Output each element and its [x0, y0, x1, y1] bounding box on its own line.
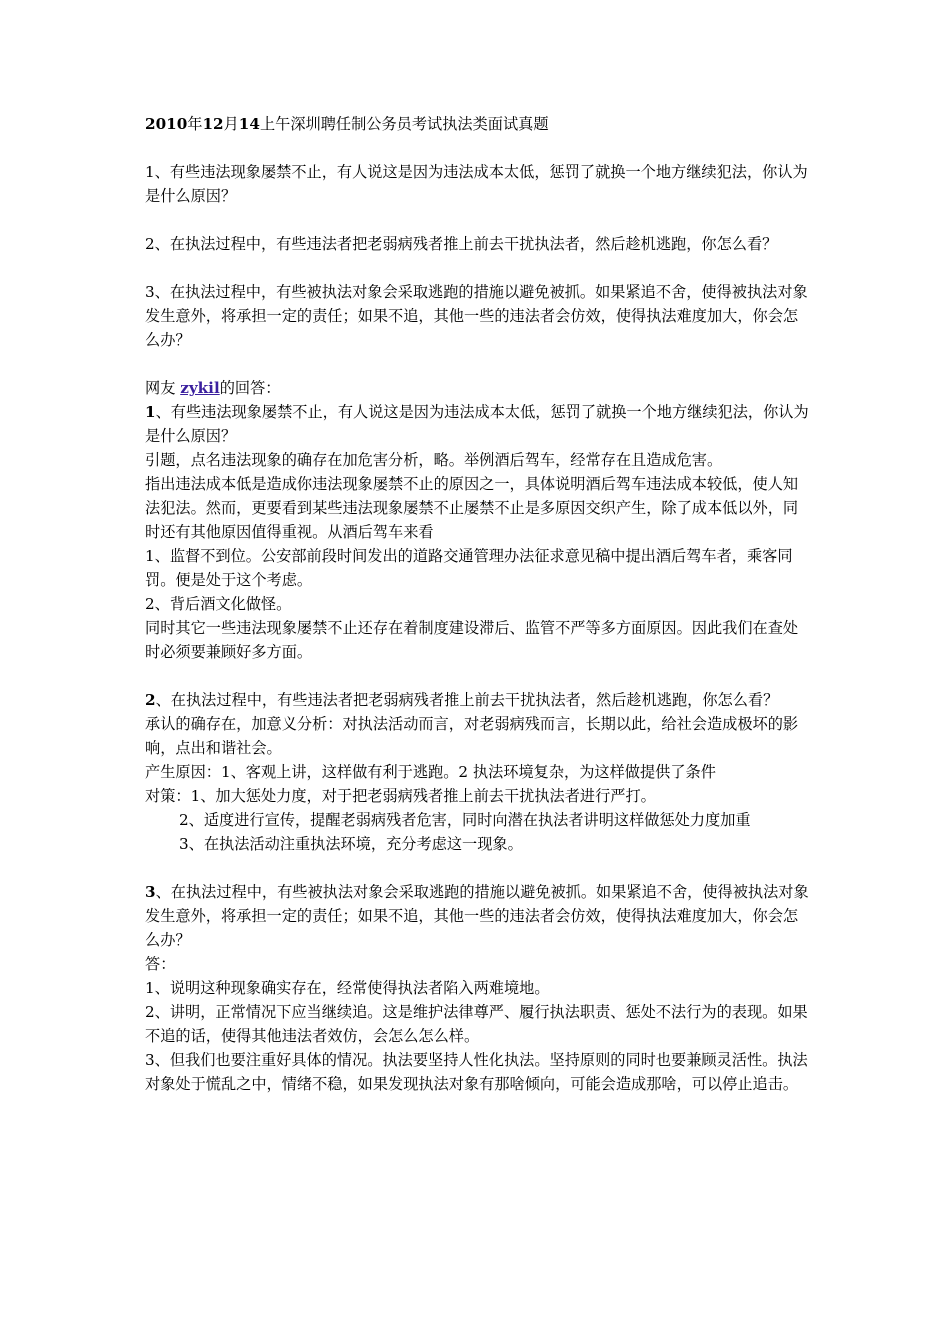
answer-1-question: 1、有些违法现象屡禁不止，有人说这是因为违法成本太低，惩罚了就换一个地方继续犯法，你认为是什么原因？ — [145, 403, 809, 445]
answer-3-line: 答： — [145, 955, 176, 973]
answer-2-line: 对策：1、加大惩处力度，对于把老弱病残者推上前去干扰执法者进行严打。 — [145, 787, 656, 805]
answer-1-line: 2、背后酒文化做怪。 — [145, 595, 292, 613]
answer-3-line: 3、但我们也要注重好具体的情况。执法要坚持人性化执法。坚持原则的同时也要兼顾灵活性。执法对象处于慌乱之中，情绪不稳，如果发现执法对象有那啥倾向，可能会造成那啥，可以停止追击。 — [145, 1051, 808, 1093]
question-3: 3、在执法过程中，有些被执法对象会采取逃跑的措施以避免被抓。如果紧追不舍，使得被执法对象发生意外，将承担一定的责任；如果不追，其他一些的违法者会仿效，使得执法难度加大，你会怎么办？ — [145, 283, 808, 349]
answer-2-line: 产生原因：1、客观上讲，这样做有利于逃跑。2 执法环境复杂，为这样做提供了条件 — [145, 763, 716, 781]
question-2: 2、在执法过程中，有些违法者把老弱病残者推上前去干扰执法者，然后趁机逃跑，你怎么看？ — [145, 235, 778, 253]
answer-3-question: 3、在执法过程中，有些被执法对象会采取逃跑的措施以避免被抓。如果紧追不舍，使得被执法对象发生意外，将承担一定的责任；如果不追，其他一些的违法者会仿效，使得执法难度加大，你会怎么办？ — [145, 883, 809, 949]
answer-1-line: 1、监督不到位。公安部前段时间发出的道路交通管理办法征求意见稿中提出酒后驾车者，乘客同罚。便是处于这个考虑。 — [145, 547, 793, 589]
answer-2-line: 承认的确存在，加意义分析：对执法活动而言，对老弱病残而言，长期以此，给社会造成极坏的影响，点出和谐社会。 — [145, 715, 799, 757]
question-1: 1、有些违法现象屡禁不止，有人说这是因为违法成本太低，惩罚了就换一个地方继续犯法，你认为是什么原因？ — [145, 163, 808, 205]
answer-3-line: 1、说明这种现象确实存在，经常使得执法者陷入两难境地。 — [145, 979, 550, 997]
answer-1-line: 引题，点名违法现象的确存在加危害分析，略。举例酒后驾车，经常存在且造成危害。 — [145, 451, 723, 469]
answer-2-indented-line: 2、适度进行宣传，提醒老弱病残者危害，同时向潜在执法者讲明这样做惩处力度加重 — [179, 811, 751, 829]
answer-2-indented-line: 3、在执法活动注重执法环境，充分考虑这一现象。 — [179, 835, 523, 853]
answer-2-question: 2、在执法过程中，有些违法者把老弱病残者推上前去干扰执法者，然后趁机逃跑，你怎么看？ — [145, 691, 779, 709]
answer-1-line: 指出违法成本低是造成你违法现象屡禁不止的原因之一，具体说明酒后驾车违法成本较低，使人知法犯法。然而，更要看到某些违法现象屡禁不止屡禁不止是多原因交织产生，除了成本低以外，同时还有其他原因值得重视。从酒后驾车来看 — [145, 475, 799, 541]
answer-1-line: 同时其它一些违法现象屡禁不止还存在着制度建设滞后、监管不严等多方面原因。因此我们在查处时必须要兼顾好多方面。 — [145, 619, 799, 661]
answer-3-line: 2、讲明，正常情况下应当继续追。这是维护法律尊严、履行执法职责、惩处不法行为的表现。如果不追的话，使得其他违法者效仿，会怎么怎么样。 — [145, 1003, 808, 1045]
reply-header: 网友 zykil的回答： — [145, 379, 281, 397]
document-title: 2010年12月14上午深圳聘任制公务员考试执法类面试真题 — [145, 115, 549, 133]
user-link[interactable]: zykil — [180, 379, 220, 397]
document-page — [145, 112, 813, 1096]
